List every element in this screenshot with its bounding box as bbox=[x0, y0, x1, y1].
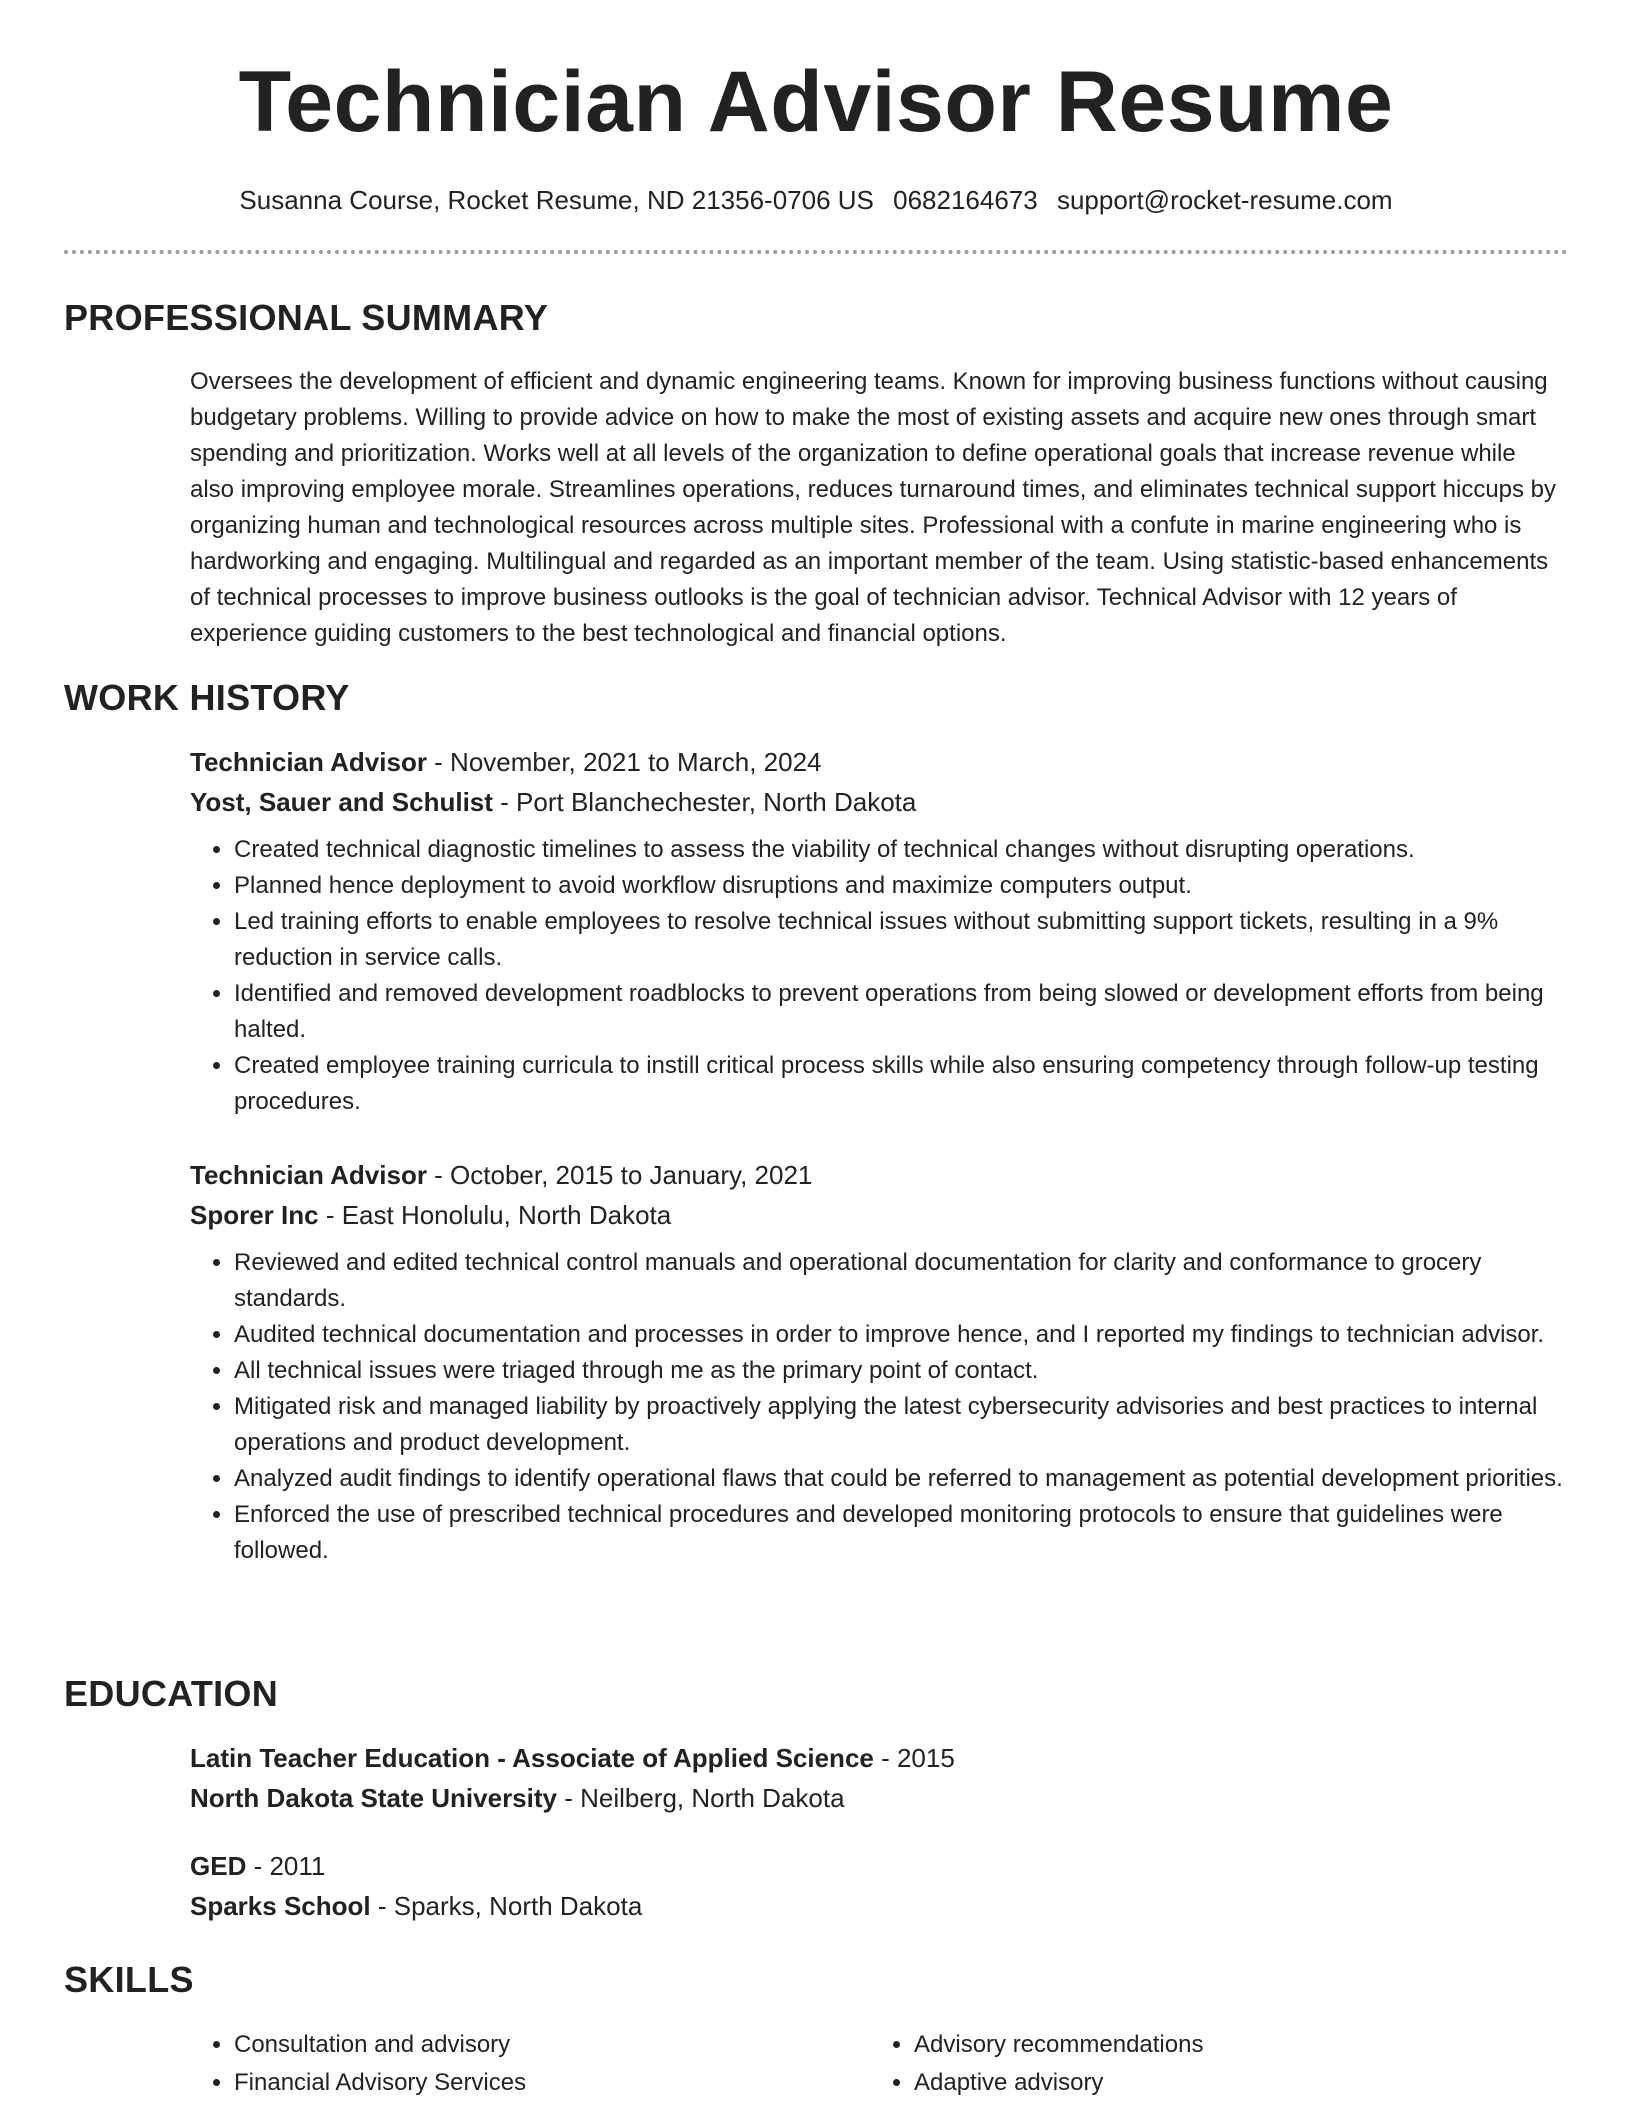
job-title-line bbox=[190, 1155, 1570, 1195]
job-company-line bbox=[190, 1195, 1570, 1235]
list-item: • Consultation and advisory bbox=[234, 2026, 870, 2064]
job-location: - Port Blanchechester, North Dakota bbox=[492, 787, 917, 817]
job-title-line bbox=[190, 742, 1570, 782]
school: North Dakota State University bbox=[190, 1783, 557, 1813]
list-item: • Advisory recommendations bbox=[914, 2026, 1550, 2064]
skills-list bbox=[190, 2026, 1570, 2102]
job-entry bbox=[190, 1155, 1570, 1569]
resume-title: Technician Advisor Resume bbox=[238, 54, 1394, 150]
education-heading: EDUCATION bbox=[64, 1673, 279, 1714]
job-bullets bbox=[190, 832, 1570, 1120]
work-history-heading: WORK HISTORY bbox=[64, 677, 350, 718]
summary-heading: PROFESSIONAL SUMMARY bbox=[64, 297, 549, 338]
job-bullets bbox=[190, 1245, 1570, 1569]
list-item: • All technical issues were triaged through me as the primary point of contact. bbox=[234, 1353, 1570, 1389]
skills-column-right bbox=[870, 2026, 1550, 2102]
job-company-line bbox=[190, 782, 1570, 822]
header-divider bbox=[64, 250, 1568, 254]
degree: GED bbox=[190, 1851, 247, 1881]
job-entry bbox=[190, 742, 1570, 1120]
contact-address: Susanna Course, Rocket Resume, ND 21356-0706 US bbox=[239, 185, 874, 215]
contact-line bbox=[0, 180, 1632, 220]
education-entry bbox=[190, 1846, 1570, 1926]
degree: Latin Teacher Education - Associate of Applied Science bbox=[190, 1743, 874, 1773]
list-item: • Adaptive advisory bbox=[914, 2064, 1550, 2102]
skills-column-left bbox=[190, 2026, 870, 2102]
degree-year: - 2015 bbox=[873, 1743, 955, 1773]
summary-text: Oversees the development of efficient and dynamic engineering teams. Known for improving business functions without causing budgetary problems. Willing to provide advice on how to make the most of existing assets and acquire new ones through smart spending and prioritization. Works well at all levels of the organization to define operational goals that increase revenue while also improving employee morale. Streamlines operations, reduces turnaround times, and eliminates technical support hiccups by organizing human and technological resources across multiple sites. Professional with a confute in marine engineering who is hardworking and engaging. Multilingual and regarded as an important member of the team. Using statistic-based enhancements of technical processes to improve business outlooks is the goal of technician advisor. Technical Advisor with 12 years of experience guiding customers to the best technological and financial options. bbox=[190, 368, 1557, 647]
list-item: • Analyzed audit findings to identify operational flaws that could be referred to management as potential development priorities. bbox=[234, 1461, 1570, 1497]
job-dates: - November, 2021 to March, 2024 bbox=[426, 747, 822, 777]
job-company: Yost, Sauer and Schulist bbox=[190, 787, 493, 817]
contact-email: support@rocket-resume.com bbox=[1056, 185, 1393, 215]
list-item: • Created employee training curricula to instill critical process skills while also ensuring competency through follow-up testing procedures. bbox=[234, 1048, 1570, 1120]
school-location: - Sparks, North Dakota bbox=[370, 1891, 643, 1921]
degree-line bbox=[190, 1846, 1570, 1886]
school-location: - Neilberg, North Dakota bbox=[556, 1783, 845, 1813]
school-line bbox=[190, 1886, 1570, 1926]
skills-heading: SKILLS bbox=[64, 1959, 194, 2000]
list-item: • Mitigated risk and managed liability by proactively applying the latest cybersecurity advisories and best practices to internal operations and product development. bbox=[234, 1389, 1570, 1461]
list-item: • Audited technical documentation and processes in order to improve hence, and I reported my findings to technician advisor. bbox=[234, 1317, 1570, 1353]
contact-phone: 0682164673 bbox=[893, 185, 1038, 215]
job-title: Technician Advisor bbox=[190, 747, 427, 777]
list-item: • Financial Advisory Services bbox=[234, 2064, 870, 2102]
list-item: • Identified and removed development roadblocks to prevent operations from being slowed or development efforts from being halted. bbox=[234, 976, 1570, 1048]
job-location: - East Honolulu, North Dakota bbox=[318, 1200, 672, 1230]
job-dates: - October, 2015 to January, 2021 bbox=[426, 1160, 813, 1190]
education-entry bbox=[190, 1738, 1570, 1818]
degree-line bbox=[190, 1738, 1570, 1778]
list-item: • Planned hence deployment to avoid workflow disruptions and maximize computers output. bbox=[234, 868, 1570, 904]
school-line bbox=[190, 1778, 1570, 1818]
degree-year: - 2011 bbox=[246, 1851, 326, 1881]
list-item: • Enforced the use of prescribed technical procedures and developed monitoring protocols to ensure that guidelines were followed. bbox=[234, 1497, 1570, 1569]
job-title: Technician Advisor bbox=[190, 1160, 427, 1190]
list-item: • Led training efforts to enable employees to resolve technical issues without submitting support tickets, resulting in a 9% reduction in service calls. bbox=[234, 904, 1570, 976]
list-item: • Reviewed and edited technical control manuals and operational documentation for clarity and conformance to grocery standards. bbox=[234, 1245, 1570, 1317]
list-item: • Created technical diagnostic timelines to assess the viability of technical changes without disrupting operations. bbox=[234, 832, 1570, 868]
job-company: Sporer Inc bbox=[190, 1200, 319, 1230]
school: Sparks School bbox=[190, 1891, 371, 1921]
